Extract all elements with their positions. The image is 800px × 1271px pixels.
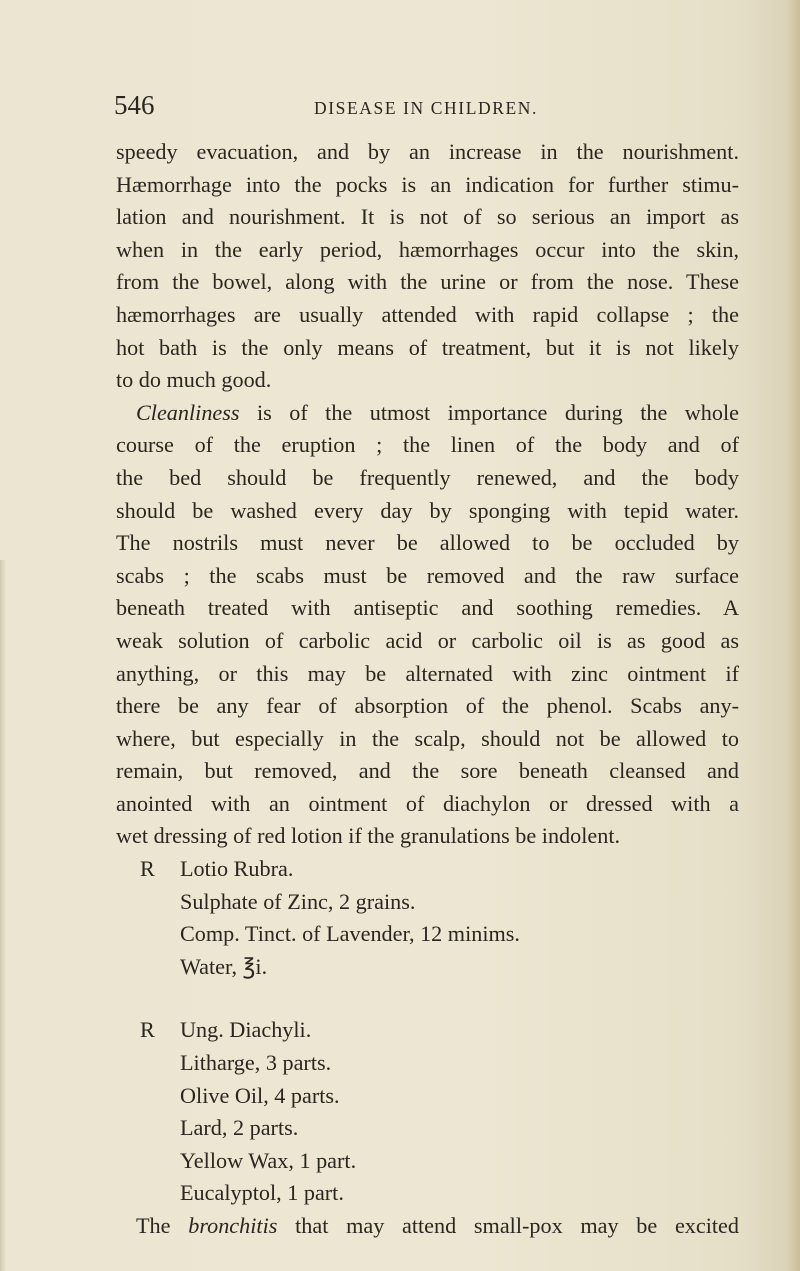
text-line: hæmorrhages are usually attended with rapid collapse ; the [116, 301, 739, 327]
body-text [116, 136, 739, 1243]
text-line: Hæmorrhage into the pocks is an indication for further stimu- [116, 171, 739, 197]
prescription-ingredient: Litharge, 3 parts. [180, 1050, 332, 1076]
text-line: course of the eruption ; the linen of the body and of [116, 432, 739, 458]
text-line: beneath treated with antiseptic and soothing remedies. A [116, 595, 739, 621]
text-line: speedy evacuation, and by an increase in the nourishment. [116, 139, 739, 164]
running-head: DISEASE IN CHILDREN. [314, 98, 539, 118]
prescription-ingredient: Yellow Wax, 1 part. [180, 1147, 357, 1173]
text-line: where, but especially in the scalp, should not be allowed to [116, 725, 739, 751]
text-line: hot bath is the only means of treatment, but it is not likely [116, 334, 739, 360]
text-line: there be any fear of absorption of the phenol. Scabs any- [116, 693, 739, 719]
prescription-ingredient: Water, ℥i. [180, 953, 268, 979]
prescription-title-line [116, 1014, 739, 1047]
text-line: wet dressing of red lotion if the granulations be indolent. [116, 823, 621, 849]
page-header [114, 86, 734, 126]
prescription-ung-diachyli [116, 1014, 739, 1210]
recipe-symbol: R [140, 856, 155, 882]
text-line: the bed should be frequently renewed, and the body [116, 464, 739, 490]
prescription-ingredient: Olive Oil, 4 parts. [180, 1082, 340, 1108]
text-line: when in the early period, hæmorrhages occur into the skin, [116, 236, 739, 262]
prescription-title: Ung. Diachyli. [180, 1017, 312, 1043]
prescription-ingredient: Lard, 2 parts. [180, 1115, 299, 1141]
recipe-symbol: R [140, 1017, 155, 1043]
prescription-title: Lotio Rubra. [180, 856, 294, 882]
cleanliness-paragraph-start [116, 397, 739, 430]
cleanliness-term: Cleanliness [136, 399, 240, 425]
bronchitis-paragraph-start [116, 1210, 739, 1243]
prescription-lotio-rubra [116, 853, 739, 983]
text-line-rest: that may attend small-pox may be excited [277, 1213, 740, 1238]
page-gutter-shadow [0, 560, 6, 1271]
spacer [116, 983, 739, 1014]
prescription-ingredient: Comp. Tinct. of Lavender, 12 minims. [180, 921, 520, 947]
text-line: from the bowel, along with the urine or from the nose. These [116, 269, 739, 295]
text-line: remain, but removed, and the sore beneath cleansed and [116, 758, 739, 784]
text-line: should be washed every day by sponging with tepid water. [116, 497, 739, 523]
text-line: scabs ; the scabs must be removed and the raw surface [116, 562, 739, 588]
text-line: anything, or this may be alternated with zinc ointment if [116, 660, 739, 686]
bronchitis-term: bronchitis [188, 1213, 278, 1238]
prescription-ingredient: Eucalyptol, 1 part. [180, 1180, 344, 1206]
text-line: lation and nourishment. It is not of so serious an import as [116, 204, 739, 230]
text-prefix: The [136, 1213, 189, 1238]
text-line-rest: is of the utmost importance during the whole [239, 399, 739, 425]
text-line: The nostrils must never be allowed to be occluded by [116, 530, 739, 556]
text-line: anointed with an ointment of diachylon or dressed with a [116, 790, 739, 816]
text-line: to do much good. [116, 367, 272, 393]
text-line: weak solution of carbolic acid or carbolic oil is as good as [116, 627, 739, 653]
page-number: 546 [114, 90, 155, 120]
prescription-ingredient: Sulphate of Zinc, 2 grains. [180, 888, 416, 914]
prescription-title-line [116, 853, 739, 886]
page-edge-shadow [786, 0, 800, 1271]
